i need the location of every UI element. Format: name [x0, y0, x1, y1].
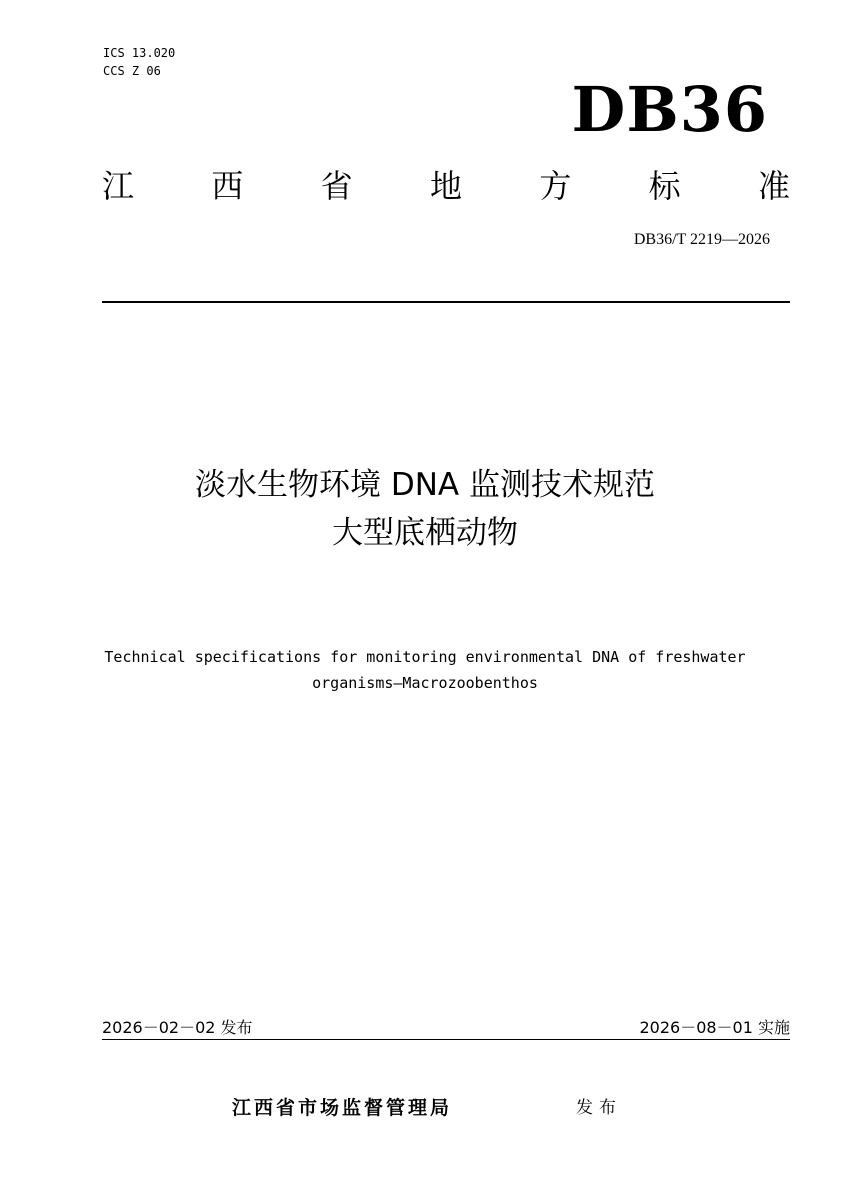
standard-type-char: 准 [757, 167, 790, 205]
standard-number: DB36/T 2219—2026 [633, 231, 770, 248]
standard-type-char: 地 [429, 167, 462, 205]
standard-type-char: 江 [102, 167, 135, 205]
classification-codes [103, 44, 175, 80]
ccs-code: CCS Z 06 [103, 64, 161, 78]
issuing-authority: 江西省市场监督管理局 [232, 1097, 453, 1119]
issue-label: 发布 [576, 1098, 622, 1118]
document-title-line1: 淡水生物环境 DNA 监测技术规范 [195, 467, 655, 503]
english-title-line2: organisms—Macrozoobenthos [312, 674, 538, 692]
standard-type-char: 标 [648, 167, 681, 205]
standard-type-char: 方 [539, 167, 572, 205]
db36-logo: DB36 [571, 73, 768, 146]
standard-type-char: 省 [320, 167, 353, 205]
top-divider [102, 301, 790, 303]
ics-code: ICS 13.020 [103, 46, 176, 60]
bottom-divider [102, 1039, 790, 1040]
release-date: 2026－02－02 发布 [102, 1018, 253, 1037]
standard-type-char: 西 [211, 167, 244, 205]
document-title-line2: 大型底栖动物 [332, 515, 518, 551]
english-title-line1: Technical specifications for monitoring environmental DNA of freshwater [104, 648, 746, 666]
effective-date: 2026－08－01 实施 [639, 1018, 790, 1037]
standard-type [102, 164, 790, 208]
